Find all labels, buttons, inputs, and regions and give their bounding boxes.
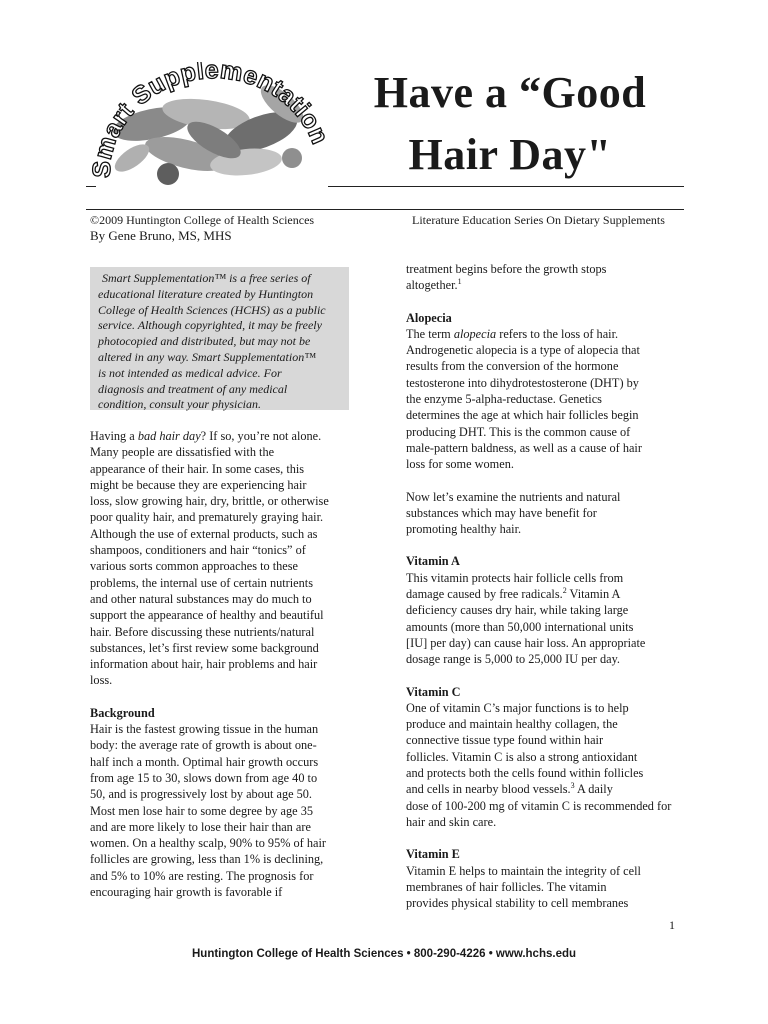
disclaimer-line: altered in any way. Smart Supplementation™ — [98, 349, 316, 364]
text-line: problems, the internal use of certain nutrients — [90, 575, 313, 590]
author-byline: By Gene Bruno, MS, MHS — [90, 228, 232, 243]
text-line: hair and skin care. — [406, 814, 497, 829]
text-line: The term alopecia refers to the loss of hair. — [406, 326, 619, 341]
header-divider — [86, 209, 684, 210]
vitamin-e-heading: Vitamin E — [406, 847, 460, 862]
text-line: Most men lose hair to some degree by age 35 — [90, 803, 313, 818]
left-column — [90, 428, 352, 900]
text-line: connective tissue type found within hair — [406, 733, 604, 748]
text-line: from age 15 to 30, slows down from age 40 to — [90, 770, 318, 785]
intro-paragraph — [90, 428, 352, 689]
text-line: deficiency causes dry hair, while taking large — [406, 603, 629, 618]
vitamin-a-heading: Vitamin A — [406, 554, 460, 569]
text-line: shampoos, conditioners and hair “tonics” of — [90, 543, 306, 558]
text-line: Having a bad hair day? If so, you’re not alone. — [90, 429, 322, 443]
text-line: follicles are growing, less than 1% is declining, — [90, 852, 324, 867]
text-line: might be because they are experiencing hair — [90, 477, 307, 492]
disclaimer-line: photocopied and distributed, but may not be — [98, 334, 311, 349]
text-line: dose of 100-200 mg of vitamin C is recommended for — [406, 798, 672, 813]
text-line: various sorts common approaches to these — [90, 559, 298, 574]
logo-text: Smart Supplementation — [87, 62, 334, 179]
disclaimer-line: is not intended as medical advice. For — [98, 365, 282, 380]
page-footer: Huntington College of Health Sciences • 800-290-4226 • www.hchs.edu — [191, 948, 577, 960]
text-line: amounts (more than 50,000 international units — [406, 619, 634, 634]
text-line: Vitamin E helps to maintain the integrity of cell — [406, 863, 641, 878]
text-line: One of vitamin C’s major functions is to help — [406, 700, 629, 715]
text-fragment: A daily — [574, 782, 613, 797]
text-line: produce and maintain healthy collagen, the — [406, 717, 618, 732]
series-name: Literature Education Series On Dietary Supplements — [412, 213, 665, 227]
text-line: Although the use of external products, such as — [90, 526, 318, 541]
disclaimer-box — [90, 267, 349, 410]
text-line: results from the conversion of the hormone — [406, 359, 619, 374]
text-line: dosage range is 5,000 to 25,000 IU per day. — [406, 652, 621, 667]
disclaimer-line: diagnosis and treatment of any medical — [98, 381, 288, 396]
text-line: 50, and is progressively lost by about age 50. — [90, 787, 312, 802]
text-line: testosterone into dihydrotestosterone (DHT) by — [406, 375, 639, 390]
text-line: loss for some women. — [406, 457, 514, 472]
logo-graphic — [86, 62, 334, 190]
text-fragment: and cells in nearby blood vessels. — [406, 782, 571, 797]
continued-paragraph — [406, 261, 686, 294]
text-fragment: damage caused by free radicals. — [406, 587, 563, 602]
disclaimer-line: educational literature created by Huntington — [98, 286, 314, 301]
reference-marker: 2 — [562, 585, 567, 595]
text-line: [IU] per day) can cause hair loss. An appropriate — [406, 635, 646, 650]
reference-marker: 1 — [457, 277, 462, 287]
text-line: encouraging hair growth is favorable if — [90, 885, 283, 900]
disclaimer-line: service. Although copyrighted, it may be freely — [98, 318, 322, 333]
text-line: support the appearance of healthy and beautiful — [90, 608, 324, 623]
page-number: 1 — [669, 918, 675, 932]
title-line-1: Have a “Good — [373, 68, 647, 117]
disclaimer-line: condition, consult your physician. — [98, 397, 261, 412]
text-line: treatment begins before the growth stops — [406, 262, 607, 276]
text-line: Many people are dissatisfied with the — [90, 445, 275, 460]
text-line: information about hair, hair problems and hair — [90, 657, 318, 672]
text-fragment: altogether. — [406, 278, 458, 293]
text-line: This vitamin protects hair follicle cells from — [406, 570, 624, 585]
text-line: substances which may have benefit for — [406, 505, 597, 520]
vitamin-a-paragraph — [406, 570, 686, 668]
text-line: Now let’s examine the nutrients and natural — [406, 489, 621, 504]
title-underline — [328, 186, 684, 187]
copyright-notice: ©2009 Huntington College of Health Sciences — [90, 213, 315, 227]
text-line: substances, let’s first review some background — [90, 640, 319, 655]
vitamin-c-paragraph — [406, 700, 686, 830]
disclaimer-line: College of Health Sciences (HCHS) as a public — [98, 302, 326, 317]
background-paragraph — [90, 721, 352, 900]
title-line-2: Hair Day" — [408, 130, 612, 179]
text-line: and 5% to 10% are resting. The prognosis for — [90, 868, 314, 883]
logo-underline — [86, 186, 96, 187]
vitamin-c-heading: Vitamin C — [406, 684, 461, 699]
text-line: and are more likely to lose their hair than are — [90, 819, 311, 834]
text-line: poor quality hair, and prematurely graying hair. — [90, 510, 324, 525]
alopecia-paragraph — [406, 326, 686, 473]
text-line: Hair is the fastest growing tissue in the human — [90, 722, 319, 737]
text-line: the enzyme 5-alpha-reductase. Genetics — [406, 392, 602, 407]
alopecia-heading: Alopecia — [406, 310, 452, 325]
background-heading: Background — [90, 705, 155, 720]
reference-marker: 3 — [570, 781, 575, 791]
text-line: provides physical stability to cell membranes — [406, 896, 629, 911]
text-fragment: Vitamin A — [566, 587, 621, 602]
page-title — [330, 62, 690, 186]
smart-supplementation-logo — [86, 62, 334, 190]
text-line: appearance of their hair. In some cases, this — [90, 461, 305, 476]
text-line: follicles. Vitamin C is also a strong antioxidant — [406, 749, 638, 764]
nutrients-paragraph — [406, 489, 686, 538]
text-line: women. On a healthy scalp, 90% to 95% of hair — [90, 836, 326, 851]
text-line: half inch a month. Optimal hair growth occurs — [90, 754, 319, 769]
text-line: and other natural substances may do much to — [90, 591, 312, 606]
text-line: male-pattern baldness, as well as a cause of hair — [406, 440, 642, 455]
text-line: Androgenetic alopecia is a type of alopecia that — [406, 343, 640, 358]
text-line: promoting healthy hair. — [406, 522, 522, 537]
text-line: body: the average rate of growth is about one- — [90, 738, 317, 753]
disclaimer-line: Smart Supplementation™ is a free series of — [102, 271, 311, 285]
text-line: membranes of hair follicles. The vitamin — [406, 879, 607, 894]
text-line: producing DHT. This is the common cause of — [406, 424, 631, 439]
text-line: loss, slow growing hair, dry, brittle, or otherwise — [90, 494, 329, 509]
text-line — [406, 277, 686, 293]
text-line: determines the age at which hair follicles begin — [406, 408, 639, 423]
right-column — [406, 261, 686, 911]
vitamin-e-paragraph — [406, 863, 686, 912]
text-line — [406, 781, 686, 797]
text-line: hair. Before discussing these nutrients/natural — [90, 624, 315, 639]
text-line — [406, 586, 686, 602]
text-line: and protects both the cells found within follicles — [406, 766, 644, 781]
text-line: loss. — [90, 673, 113, 688]
